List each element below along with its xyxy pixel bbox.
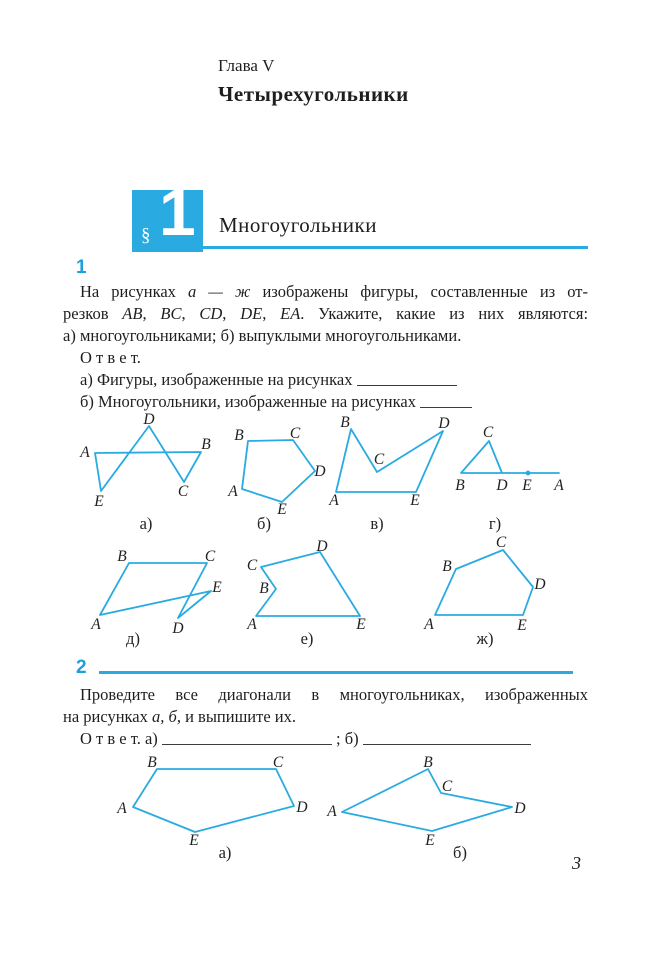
vertex-label-D: D	[534, 576, 546, 593]
text-run: а) Фигуры, изображенные на рисунках	[80, 370, 357, 389]
figure-2a	[116, 754, 307, 862]
vertex-label-D: D	[438, 415, 450, 432]
page-number: 3	[572, 853, 581, 873]
chapter-title: Четырехугольники	[218, 82, 409, 106]
vertex-label-C: C	[177, 483, 189, 500]
figure-1b	[227, 425, 325, 533]
section-number: 1	[159, 175, 196, 249]
vertex-label-D: D	[172, 620, 184, 637]
text-run: , и выпишите их.	[176, 707, 296, 726]
italic-text: EA	[280, 304, 301, 323]
vertex-label-E: E	[425, 832, 435, 849]
vertex-label-E: E	[410, 492, 420, 509]
text-run: ; б)	[331, 729, 363, 748]
section-title: Многоугольники	[219, 213, 377, 237]
figure-1e-outline	[256, 552, 360, 616]
vertex-label-B: B	[442, 558, 452, 575]
figure-1a	[79, 411, 211, 533]
vertex-label-D: D	[143, 411, 155, 428]
vertex-label-A: A	[424, 616, 434, 633]
figure-caption: ж)	[476, 629, 494, 648]
vertex-label-A: A	[329, 492, 339, 509]
vertex-label-D: D	[514, 800, 526, 817]
figure-1d	[90, 548, 222, 648]
vertex-label-E: E	[277, 501, 287, 518]
vertex-label-E: E	[522, 477, 532, 494]
text-run: а) многоугольниками; б) выпуклыми многоугольниками.	[63, 326, 462, 345]
figure-1g-outline	[461, 441, 559, 473]
figure-caption: в)	[370, 514, 384, 533]
vertex-label-C: C	[289, 425, 301, 442]
figure-1g-point-dot	[526, 471, 531, 476]
italic-text: CD	[199, 304, 223, 323]
figure-2b	[326, 754, 525, 862]
vertex-label-B: B	[147, 754, 157, 771]
vertex-label-E: E	[94, 493, 104, 510]
figure-1zh	[423, 534, 545, 648]
vertex-label-A: A	[327, 803, 337, 820]
figure-caption: е)	[300, 629, 314, 648]
figure-caption: б)	[257, 514, 271, 533]
vertex-label-C: C	[204, 548, 216, 565]
text-run: . Укажите, какие из них являются:	[300, 304, 589, 323]
vertex-label-D: D	[314, 463, 326, 480]
vertex-label-C: C	[272, 754, 284, 771]
figure-1a-outline	[95, 426, 201, 491]
problem2-number: 2	[76, 657, 87, 678]
figure-1g	[455, 424, 564, 533]
figure-2b-outline	[342, 769, 512, 831]
vertex-label-B: B	[117, 548, 127, 565]
text-run: О т в е т.	[80, 348, 141, 367]
italic-text: AB	[122, 304, 143, 323]
vertex-label-A: A	[117, 800, 127, 817]
vertex-label-D: D	[296, 799, 308, 816]
figure-caption: а)	[139, 514, 153, 533]
italic-text: а, б	[152, 707, 177, 726]
figure-1b-outline	[242, 440, 315, 502]
text-run: ,	[262, 304, 281, 323]
vertex-label-C: C	[482, 424, 494, 441]
text-run: Проведите все диагонали в многоугольниках, изображенных	[80, 685, 588, 704]
vertex-label-C: C	[495, 534, 507, 551]
text-run: ,	[222, 304, 241, 323]
vertex-label-A: A	[554, 477, 564, 494]
figure-caption: г)	[488, 514, 502, 533]
figure-caption: д)	[126, 629, 140, 648]
text-run: на рисунках	[63, 707, 153, 726]
text-run: ,	[142, 304, 161, 323]
vertex-label-A: A	[80, 444, 90, 461]
figure-caption: б)	[453, 843, 467, 862]
vertex-label-A: A	[247, 616, 257, 633]
problem1-number: 1	[76, 257, 87, 278]
text-run: О т в е т. а)	[80, 729, 162, 748]
vertex-label-C: C	[441, 778, 453, 795]
figure-1v-outline	[336, 429, 443, 492]
text-run: На рисунках	[80, 282, 188, 301]
vertex-label-E: E	[212, 579, 222, 596]
text-run: ,	[181, 304, 200, 323]
figure-1d-outline	[100, 563, 211, 618]
italic-text: BC	[160, 304, 182, 323]
vertex-label-B: B	[340, 414, 350, 431]
vertex-label-A: A	[228, 483, 238, 500]
paragraph-sign: §	[141, 225, 151, 246]
vertex-label-E: E	[356, 616, 366, 633]
vertex-label-D: D	[316, 538, 328, 555]
chapter-label: Глава V	[218, 56, 275, 75]
vertex-label-B: B	[201, 436, 211, 453]
vertex-label-D: D	[496, 477, 508, 494]
vertex-label-C: C	[373, 451, 385, 468]
italic-text: а — ж	[187, 282, 251, 301]
vertex-label-E: E	[517, 617, 527, 634]
figure-1e	[246, 538, 366, 648]
italic-text: DE	[240, 304, 263, 323]
figure-caption: а)	[218, 843, 232, 862]
figure-2a-outline	[133, 769, 294, 832]
text-run: б) Многоугольники, изображенные на рисунках	[80, 392, 421, 411]
vertex-label-E: E	[189, 832, 199, 849]
vertex-label-A: A	[91, 616, 101, 633]
text-run: изображены фигуры, составленные из от-	[250, 282, 588, 301]
vertex-label-B: B	[423, 754, 433, 771]
vertex-label-C: C	[246, 557, 258, 574]
text-run: резков	[63, 304, 123, 323]
figure-1v	[328, 414, 449, 533]
vertex-label-B: B	[234, 427, 244, 444]
vertex-label-B: B	[259, 580, 269, 597]
vertex-label-B: B	[455, 477, 465, 494]
